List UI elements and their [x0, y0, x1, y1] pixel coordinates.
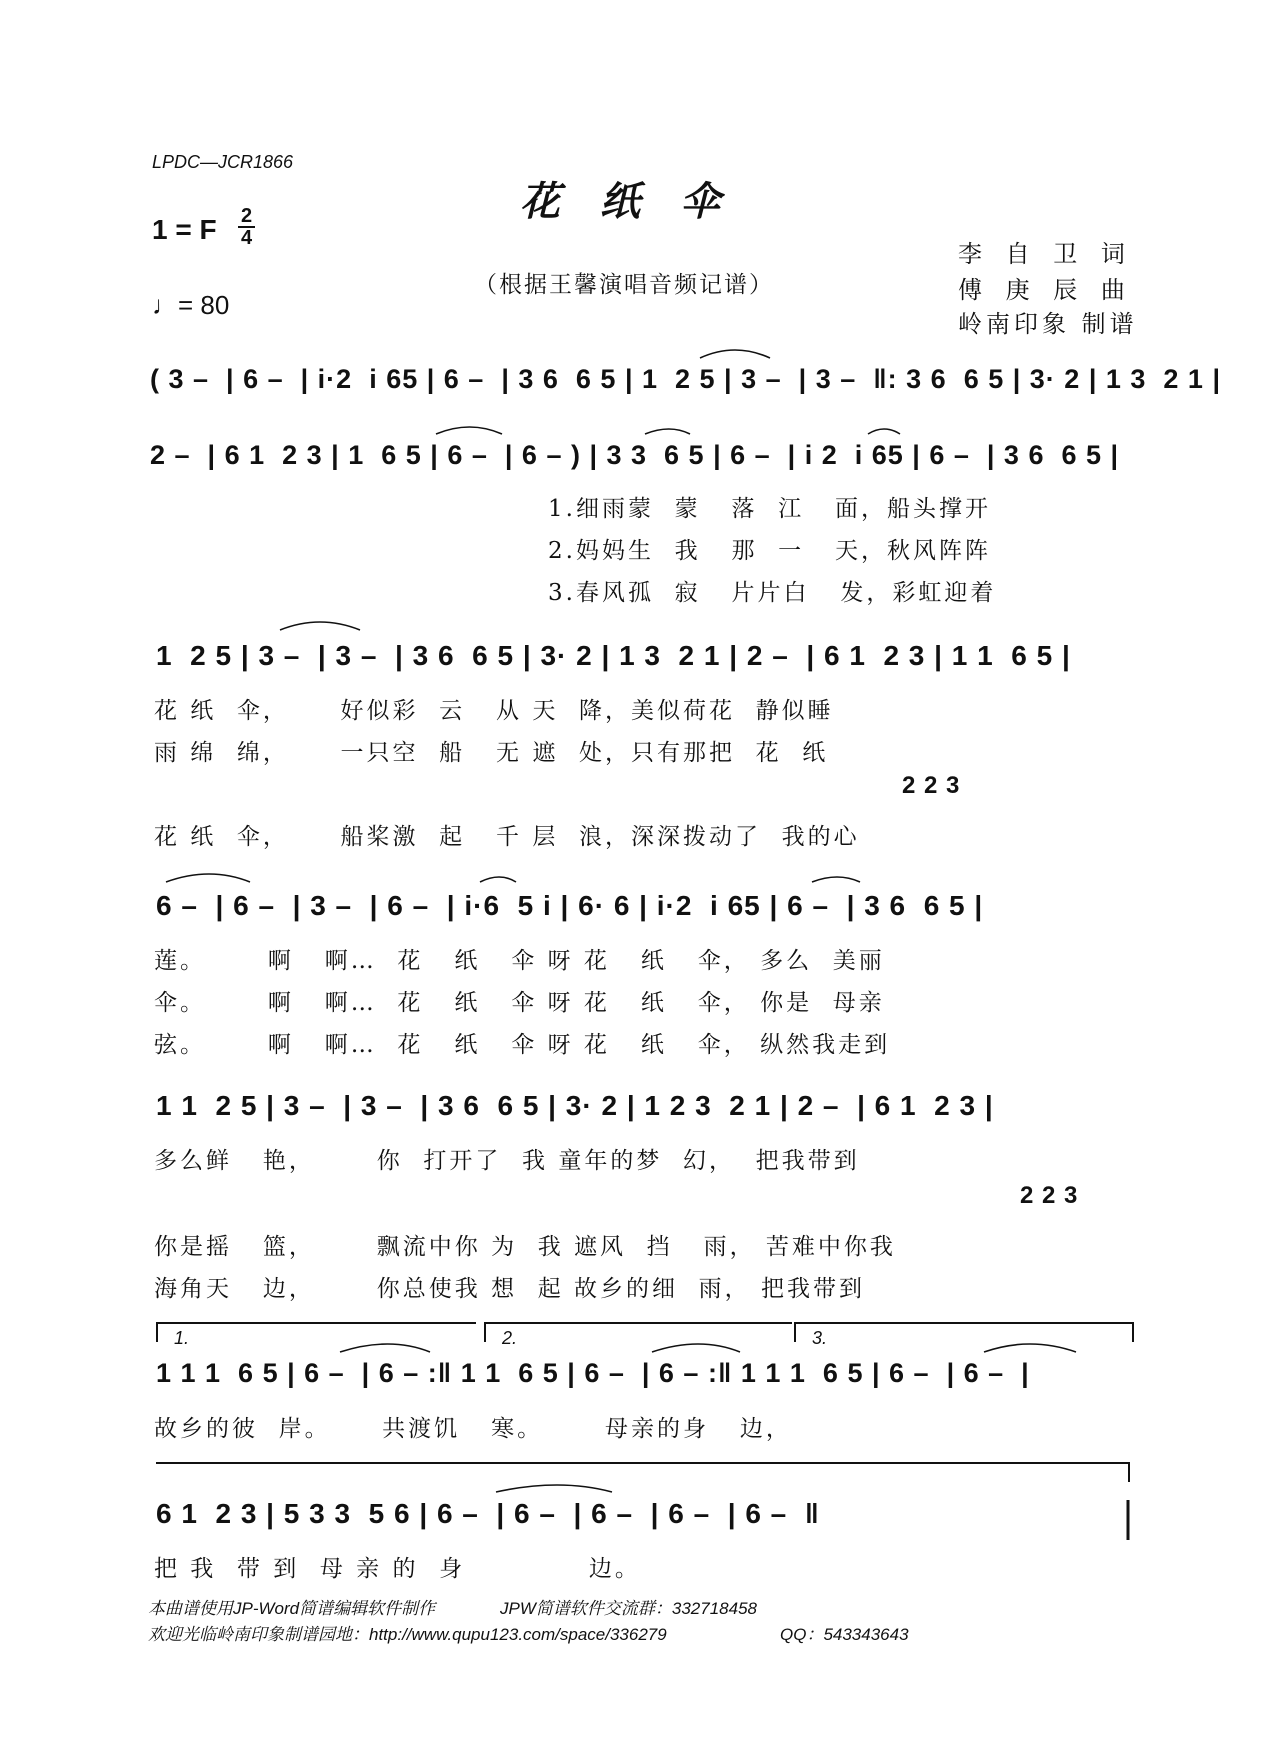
time-signature-top: 2	[238, 206, 255, 228]
tie-arc	[280, 622, 360, 630]
tie-arc	[700, 350, 770, 358]
tie-arc	[436, 427, 502, 434]
lyric-line-3-verse-1: 花 纸 伞， 好似彩 云 从 天 降，美似荷花 静似睡	[154, 698, 834, 724]
tie-arc	[868, 429, 900, 434]
volta-label-2: 2.	[502, 1328, 518, 1348]
tie-arc	[340, 1344, 430, 1352]
lyric-line-2-verse-1: 1.细雨蒙 蒙 落 江 面，船头撑开	[548, 496, 992, 522]
alt-notes-line-3: 2 2 3	[902, 772, 961, 799]
page-title: 花纸伞	[520, 178, 760, 225]
lyricist-credit: 李 自 卫 词	[958, 240, 1133, 268]
score-line-3: 1 2 5 | 3 – | 3 – | 3 6 6 5 | 3· 2 | 1 3 2 1 | 2 – | 6 1 2 3 | 1 1 6 5 |	[156, 640, 1071, 671]
lyric-line-3-verse-3: 花 纸 伞， 船桨激 起 千 层 浪，深深拨动了 我的心	[154, 824, 860, 850]
lyric-line-4-verse-2: 伞。 啊 啊… 花 纸 伞 呀 花 纸 伞， 你是 母亲	[154, 990, 885, 1016]
footer-qq: QQ：543343643	[780, 1625, 909, 1644]
lyric-line-2-verse-3: 3.春风孤 寂 片片白 发，彩虹迎着	[548, 580, 997, 606]
volta-label-1: 1.	[174, 1328, 190, 1348]
volta-bracket-2	[484, 1322, 792, 1342]
tie-arc	[166, 874, 250, 882]
lyric-line-6: 故乡的彼 岸。 共渡饥 寒。 母亲的身 边，	[154, 1416, 792, 1442]
key-signature: 1 = F	[152, 214, 217, 245]
score-line-2: 2 – | 6 1 2 3 | 1 6 5 | 6 – | 6 – ) | 3 3 6 5 | 6 – | i 2 i 65 | 6 – | 3 6 6 5 |	[150, 440, 1120, 470]
tie-arc	[496, 1485, 612, 1492]
lyric-line-5-verse-3: 海角天 边， 你总使我 想 起 故乡的细 雨， 把我带到	[154, 1276, 865, 1302]
lyric-line-4-verse-1: 莲。 啊 啊… 花 纸 伞 呀 花 纸 伞， 多么 美丽	[154, 948, 885, 974]
arranger-credit: 岭南印象 制谱	[958, 310, 1138, 338]
footer-website: 欢迎光临岭南印象制谱园地：http://www.qupu123.com/space/336279	[148, 1625, 667, 1644]
footer-group-number: JPW简谱软件交流群：332718458	[500, 1599, 757, 1618]
tie-arc	[652, 1344, 740, 1352]
tie-arc	[480, 877, 516, 882]
composer-credit: 傅 庚 辰 曲	[958, 276, 1133, 304]
lyric-line-7: 把 我 带 到 母 亲 的 身 边。	[154, 1556, 641, 1582]
tie-arc	[645, 429, 690, 434]
tempo-marking: ♩= 80	[152, 290, 230, 320]
time-signature	[238, 206, 255, 248]
score-line-1: ( 3 – | 6 – | i·2 i 65 | 6 – | 3 6 6 5 | 1 2 5 | 3 – | 3 – ‖: 3 6 6 5 | 3· 2 | 1 3 2 1 |	[150, 364, 1222, 394]
volta-label-3: 3.	[812, 1328, 828, 1348]
volta-bracket-3	[794, 1322, 1134, 1342]
score-line-6: 1 1 1 6 5 | 6 – | 6 – :‖ 1 1 6 5 | 6 – | 6 – :‖ 1 1 1 6 5 | 6 – | 6 – |	[156, 1358, 1030, 1388]
score-code: LPDC—JCR1866	[152, 152, 294, 172]
final-system-bracket	[156, 1462, 1130, 1482]
tie-arc	[812, 877, 860, 882]
lyric-line-2-verse-2: 2.妈妈生 我 那 一 天，秋风阵阵	[548, 538, 992, 564]
lyric-line-4-verse-3: 弦。 啊 啊… 花 纸 伞 呀 花 纸 伞， 纵然我走到	[154, 1032, 891, 1058]
tie-arc	[984, 1344, 1076, 1352]
subtitle: （根据王馨演唱音频记谱）	[474, 272, 774, 298]
volta-bracket-1	[156, 1322, 476, 1342]
lyric-line-5-verse-2: 你是摇 篮， 飘流中你 为 我 遮风 挡 雨， 苦难中你我	[154, 1234, 896, 1260]
alt-notes-line-5: 2 2 3	[1020, 1182, 1079, 1209]
footer-software-note: 本曲谱使用JP-Word简谱编辑软件制作	[148, 1599, 436, 1618]
lyric-line-3-verse-2: 雨 绵 绵， 一只空 船 无 遮 处，只有那把 花 纸	[154, 740, 829, 766]
score-line-5: 1 1 2 5 | 3 – | 3 – | 3 6 6 5 | 3· 2 | 1 2 3 2 1 | 2 – | 6 1 2 3 |	[156, 1090, 994, 1121]
score-line-7: 6 1 2 3 | 5 3 3 5 6 | 6 – | 6 – | 6 – | 6 – | 6 – ‖	[156, 1498, 820, 1529]
time-signature-bottom: 4	[241, 227, 253, 249]
score-line-4: 6 – | 6 – | 3 – | 6 – | i·6 5 i | 6· 6 | i·2 i 65 | 6 – | 3 6 6 5 |	[156, 890, 984, 921]
lyric-line-5-verse-1: 多么鲜 艳， 你 打开了 我 童年的梦 幻， 把我带到	[154, 1148, 860, 1174]
